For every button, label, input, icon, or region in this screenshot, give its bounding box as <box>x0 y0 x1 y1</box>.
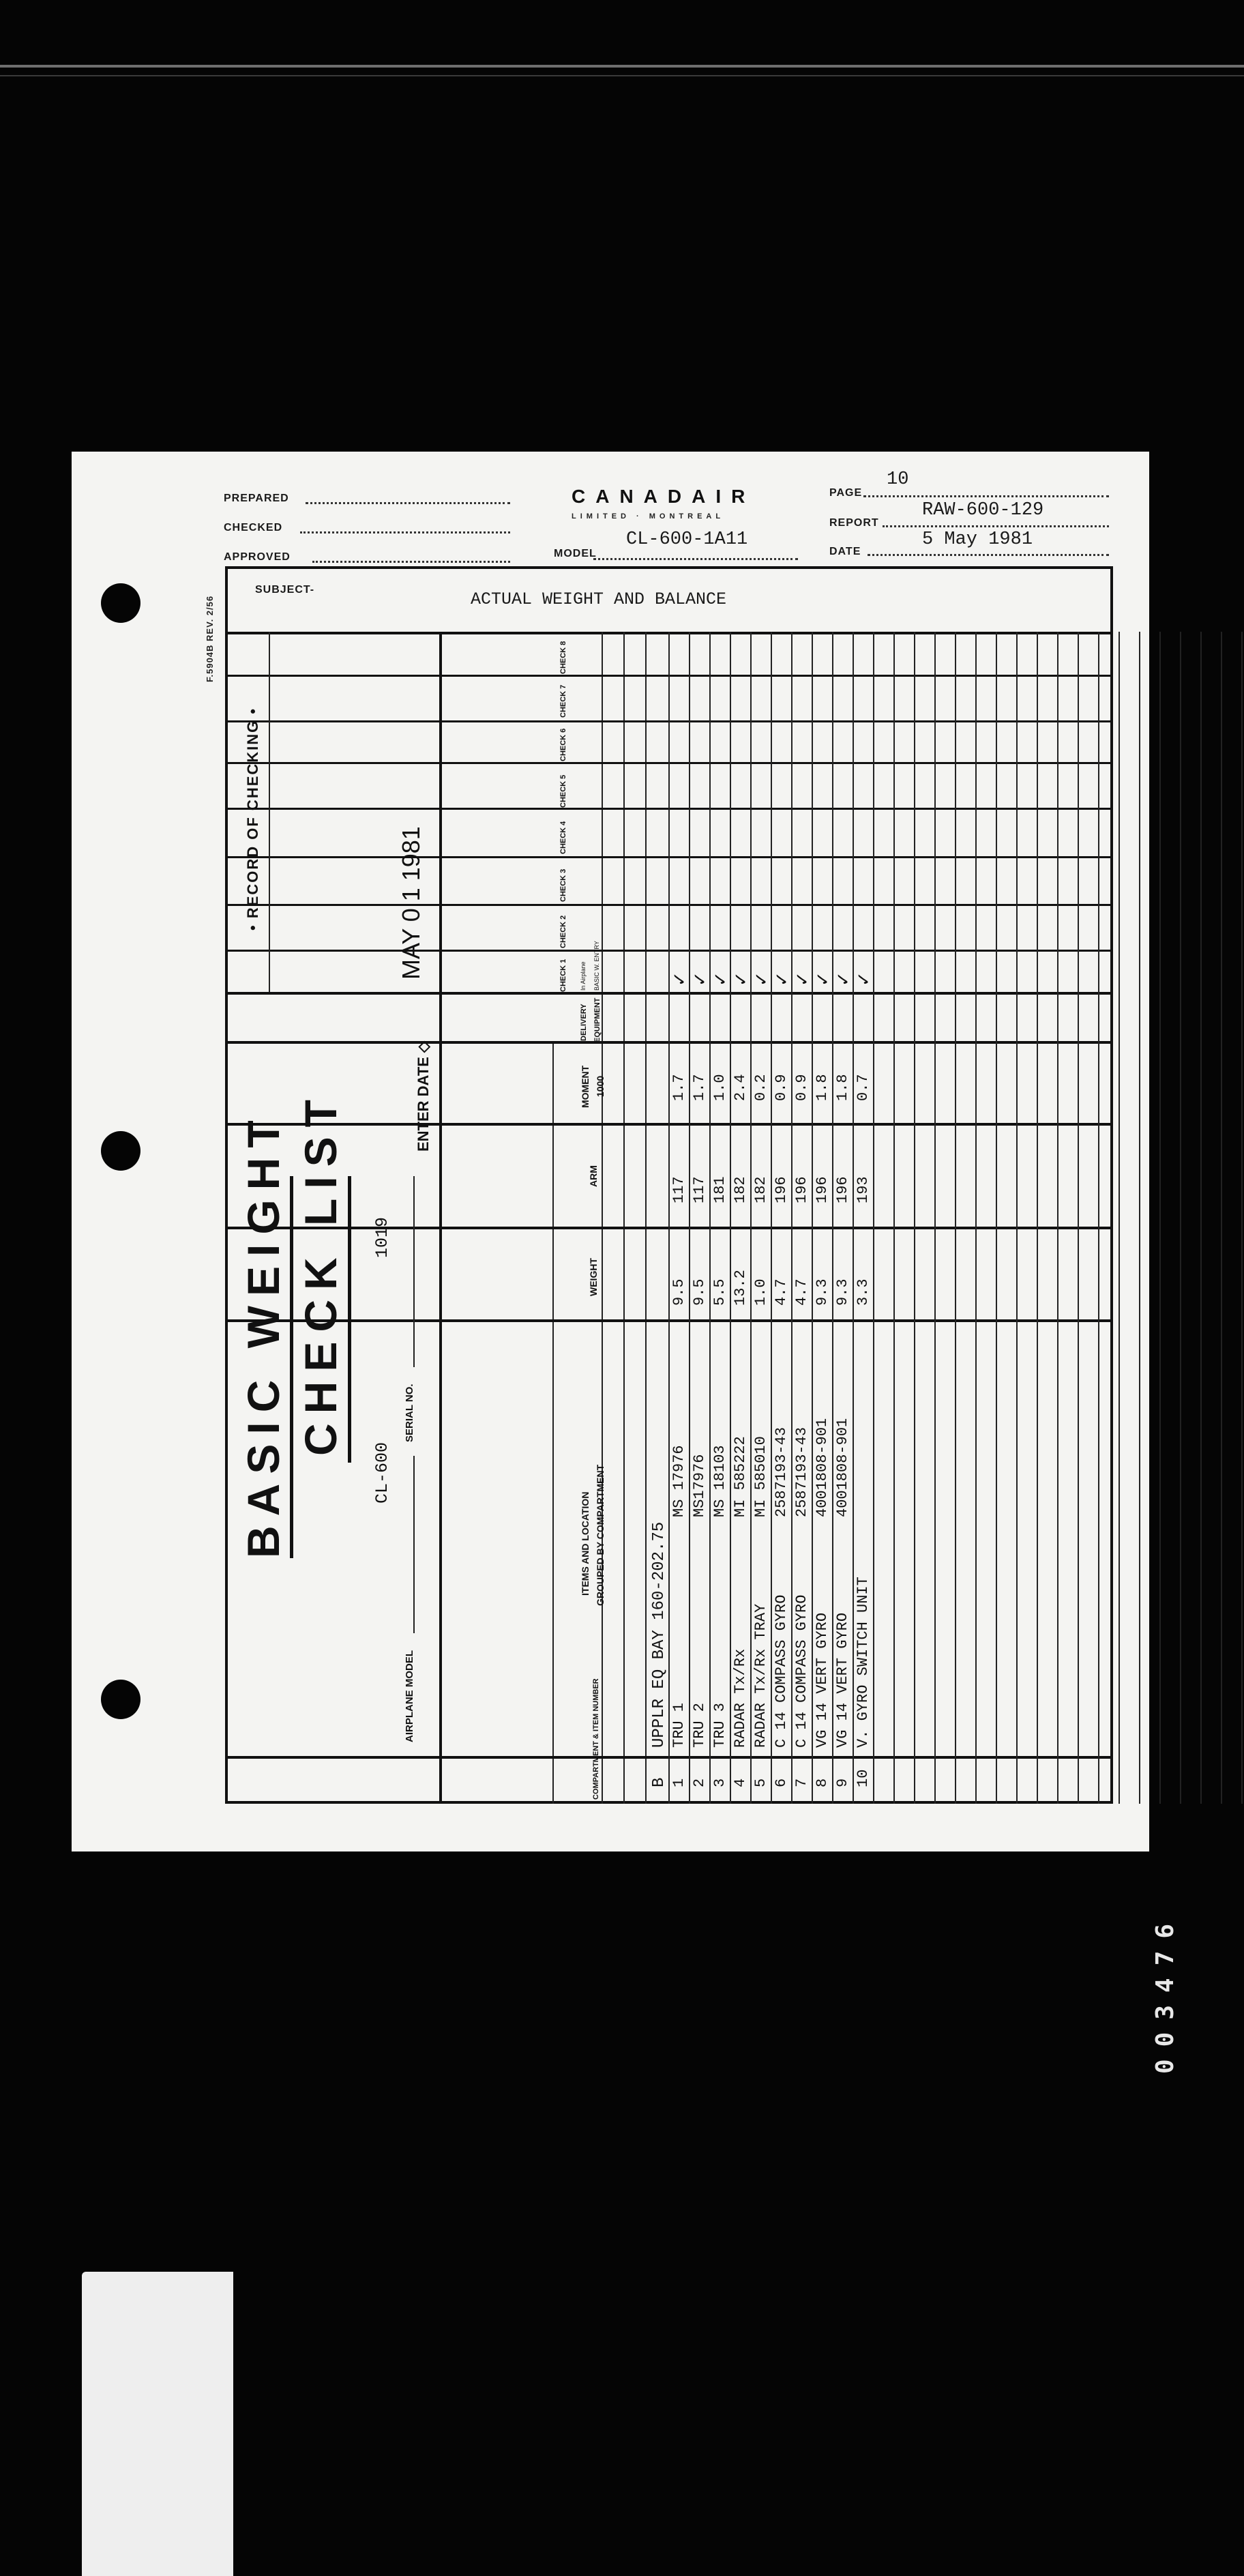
row-checkmark: ✓ <box>710 971 730 986</box>
row-weight: 9.5 <box>670 1278 687 1306</box>
row-line <box>914 632 915 1804</box>
col-header-item: COMPARTMENT & ITEM NUMBER <box>592 1678 600 1800</box>
row-weight: 3.3 <box>855 1278 872 1306</box>
check-header-7: CHECK 7 <box>559 684 567 718</box>
row-arm: 181 <box>711 1176 728 1203</box>
film-leader-tab <box>82 2272 233 2576</box>
page-line <box>863 495 1109 497</box>
row-part-number: 4001808-901 <box>834 1418 851 1517</box>
compartment-id: B <box>650 1777 668 1787</box>
title-basic-weight: BASIC WEIGHT <box>238 1111 288 1558</box>
row-line <box>955 632 956 1804</box>
airplane-model-value: CL-600 <box>372 1441 392 1504</box>
row-number: 6 <box>773 1778 790 1787</box>
row-moment: 0.9 <box>793 1074 810 1101</box>
row-description: VG 14 VERT GYRO <box>834 1612 851 1748</box>
row-part-number: MS 18103 <box>711 1445 728 1517</box>
date-label: DATE <box>829 546 861 557</box>
check-sub-a: In Airplane <box>580 961 587 991</box>
row-number: 3 <box>711 1778 728 1787</box>
row-moment: 1.8 <box>834 1074 851 1101</box>
row-line <box>668 632 670 1804</box>
enter-date-label: ENTER DATE ◇ <box>415 1041 432 1152</box>
check-header-8: CHECK 8 <box>559 641 567 674</box>
row-part-number: 2587193-43 <box>793 1426 810 1517</box>
report-label: REPORT <box>829 517 879 529</box>
row-checkmark: ✓ <box>792 971 812 986</box>
film-edge-line <box>0 75 1244 76</box>
page-label: PAGE <box>829 487 863 499</box>
row-moment: 1.7 <box>691 1074 708 1101</box>
row-arm: 117 <box>670 1176 687 1203</box>
row-line <box>1139 632 1140 1804</box>
row-line <box>730 632 731 1804</box>
film-frame-number: 003476 <box>1151 1911 1179 2074</box>
row-line <box>1037 632 1038 1804</box>
row-number: 8 <box>814 1778 831 1787</box>
row-arm: 196 <box>773 1176 790 1203</box>
row-weight: 5.5 <box>711 1278 728 1306</box>
row-weight: 4.7 <box>773 1278 790 1306</box>
report-value: RAW-600-129 <box>922 500 1044 521</box>
row-moment: 1.8 <box>814 1074 831 1101</box>
row-description: TRU 1 <box>670 1702 687 1748</box>
row-number: 10 <box>855 1769 872 1787</box>
row-line <box>893 632 895 1804</box>
row-part-number: 4001808-901 <box>814 1418 831 1517</box>
row-moment: 1.7 <box>670 1074 687 1101</box>
row-weight: 4.7 <box>793 1278 810 1306</box>
row-part-number: MS17976 <box>691 1454 708 1517</box>
page-value: 10 <box>887 469 909 490</box>
row-line <box>975 632 977 1804</box>
check-sub-b: BASIC W. ENTRY <box>593 941 600 991</box>
row-part-number: MI 585010 <box>752 1436 769 1517</box>
row-number: 1 <box>670 1778 687 1787</box>
row-line <box>1119 632 1120 1804</box>
punch-hole <box>101 583 140 623</box>
row-arm: 182 <box>752 1176 769 1203</box>
compartment-name: UPPLR EQ BAY 160-202.75 <box>650 1521 668 1748</box>
row-checkmark: ✓ <box>771 971 792 986</box>
row-line <box>689 632 690 1804</box>
row-number: 7 <box>793 1778 810 1787</box>
row-line <box>791 632 793 1804</box>
company-name: CANADAIR <box>572 486 756 507</box>
row-weight: 9.3 <box>814 1278 831 1306</box>
check-header-3: CHECK 3 <box>559 868 567 902</box>
row-line <box>1098 632 1099 1804</box>
row-checkmark: ✓ <box>833 971 853 986</box>
row-checkmark: ✓ <box>751 971 771 986</box>
row-arm: 182 <box>732 1176 749 1203</box>
row-description: RADAR Tx/Rx TRAY <box>752 1603 769 1748</box>
prepared-label: PREPARED <box>224 493 289 504</box>
col-header-arm: ARM <box>588 1165 599 1187</box>
row-line <box>853 632 854 1804</box>
col-header-moment: MOMENT <box>580 1065 591 1108</box>
approved-label: APPROVED <box>224 551 291 563</box>
serial-underline <box>413 1176 415 1367</box>
check-header-4: CHECK 4 <box>559 821 567 854</box>
model-label: MODEL <box>554 548 597 559</box>
col-header-weight: WEIGHT <box>588 1258 599 1296</box>
row-arm: 193 <box>855 1176 872 1203</box>
check-header-1: CHECK 1 <box>559 958 567 992</box>
row-part-number: 2587193-43 <box>773 1426 790 1517</box>
row-description: C 14 COMPASS GYRO <box>793 1594 810 1748</box>
row-line <box>771 632 772 1804</box>
row-arm: 117 <box>691 1176 708 1203</box>
col-header-equipment: EQUIPMENT <box>593 997 602 1042</box>
row-line <box>812 632 813 1804</box>
row-line <box>1159 632 1161 1804</box>
row-checkmark: ✓ <box>730 971 751 986</box>
row-number: 9 <box>834 1778 851 1787</box>
model-line <box>593 558 798 560</box>
col-header-desc-2: GROUPED BY COMPARTMENT <box>595 1464 606 1606</box>
row-weight: 9.5 <box>691 1278 708 1306</box>
title-underline <box>348 1176 351 1463</box>
row-line <box>1180 632 1181 1804</box>
serial-label: SERIAL NO. <box>404 1384 415 1442</box>
col-header-moment-unit: 1000 <box>595 1075 606 1097</box>
row-moment: 1.0 <box>711 1074 728 1101</box>
punch-hole <box>101 1680 140 1719</box>
row-weight: 1.0 <box>752 1278 769 1306</box>
row-checkmark: ✓ <box>853 971 874 986</box>
row-line <box>996 632 997 1804</box>
check-header-6: CHECK 6 <box>559 728 567 761</box>
date-value: 5 May 1981 <box>922 529 1033 550</box>
date-line <box>868 554 1109 556</box>
subject-value: ACTUAL WEIGHT AND BALANCE <box>471 589 727 609</box>
row-moment: 0.9 <box>773 1074 790 1101</box>
row-description: TRU 3 <box>711 1702 728 1748</box>
form-code: F.5904B REV. 2/56 <box>205 595 215 682</box>
row-line <box>750 632 752 1804</box>
date-stamp: MAY 0 1 1981 <box>397 826 425 980</box>
row-moment: 0.2 <box>752 1074 769 1101</box>
row-line <box>1221 632 1222 1804</box>
row-line <box>1078 632 1079 1804</box>
row-part-number: MS 17976 <box>670 1445 687 1517</box>
row-line <box>1200 632 1202 1804</box>
check-header-2: CHECK 2 <box>559 915 567 948</box>
row-arm: 196 <box>793 1176 810 1203</box>
row-description: V. GYRO SWITCH UNIT <box>855 1577 872 1748</box>
row-arm: 196 <box>834 1176 851 1203</box>
row-number: 2 <box>691 1778 708 1787</box>
row-moment: 0.7 <box>855 1074 872 1101</box>
checked-label: CHECKED <box>224 522 283 533</box>
checked-line <box>300 531 510 533</box>
divider <box>552 1041 554 1804</box>
punch-hole <box>101 1131 140 1171</box>
title-underline <box>290 1176 293 1558</box>
record-of-checking-label: • RECORD OF CHECKING • <box>244 707 261 931</box>
row-description: TRU 2 <box>691 1702 708 1748</box>
row-line <box>1057 632 1058 1804</box>
row-line <box>832 632 833 1804</box>
prepared-line <box>306 502 510 504</box>
report-line <box>883 525 1109 527</box>
row-line <box>873 632 874 1804</box>
serial-value: 1019 <box>372 1216 392 1258</box>
row-line <box>1016 632 1018 1804</box>
row-description: C 14 COMPASS GYRO <box>773 1594 790 1748</box>
model-value: CL-600-1A11 <box>626 529 748 550</box>
row-description: VG 14 VERT GYRO <box>814 1612 831 1748</box>
row-weight: 13.2 <box>732 1270 749 1306</box>
row-arm: 196 <box>814 1176 831 1203</box>
row-line <box>934 632 936 1804</box>
airplane-model-label: AIRPLANE MODEL <box>404 1650 415 1742</box>
check-header-5: CHECK 5 <box>559 774 567 808</box>
col-header-desc-1: ITEMS AND LOCATION <box>580 1491 591 1596</box>
row-number: 5 <box>752 1778 769 1787</box>
row-moment: 2.4 <box>732 1074 749 1101</box>
row-checkmark: ✓ <box>812 971 833 986</box>
title-check-list: CHECK LIST <box>295 1090 346 1456</box>
row-line <box>1241 632 1243 1804</box>
approved-line <box>312 561 510 563</box>
check-list-form <box>225 632 1113 1804</box>
row-line <box>709 632 711 1804</box>
row-weight: 9.3 <box>834 1278 851 1306</box>
film-edge <box>0 65 1244 68</box>
model-underline <box>413 1456 415 1633</box>
row-checkmark: ✓ <box>669 971 690 986</box>
row-checkmark: ✓ <box>690 971 710 986</box>
subject-label: SUBJECT- <box>255 584 315 596</box>
row-description: RADAR Tx/Rx <box>732 1648 749 1748</box>
row-number: 4 <box>732 1778 749 1787</box>
col-header-delivery: DELIVERY <box>580 1004 588 1041</box>
company-subtitle: LIMITED · MONTREAL <box>572 512 725 521</box>
subject-box <box>225 566 1113 633</box>
row-part-number: MI 585222 <box>732 1436 749 1517</box>
record-divider <box>269 632 270 992</box>
